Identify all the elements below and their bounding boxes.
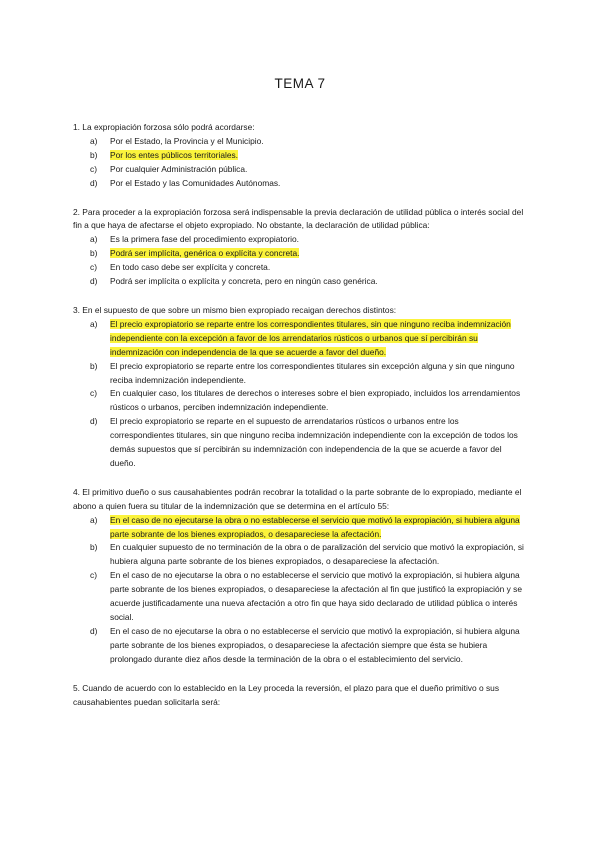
answer-option [73,261,525,275]
option-letter: c) [90,570,97,581]
option-letter: b) [90,360,98,371]
answer-option [73,360,525,388]
option-text: Es la primera fase del procedimiento expropiatorio. [110,234,299,245]
option-letter: b) [90,248,98,259]
answer-option [73,275,525,289]
answer-option [73,541,525,569]
answer-option [73,387,525,415]
question-block [73,682,525,710]
option-letter: a) [90,234,98,245]
option-text: Por el Estado y las Comunidades Autónomas. [110,177,281,188]
answer-option [73,149,525,163]
answer-option [73,233,525,247]
option-letter: d) [90,625,98,636]
highlighted-answer-text: El precio expropiatorio se reparte entre los correspondientes titulares, sin que ninguno reciba indemnización independiente con la excepción a favor de los arrendatarios rústicos o urbanos que sí percibirán su indemnización con independencia de la que se acuerde a favor del dueño. [110,318,511,357]
option-letter: c) [90,163,97,174]
option-letter: c) [90,388,97,399]
option-letter: d) [90,416,98,427]
answer-option [73,569,525,625]
question-block [73,206,525,289]
answer-option [73,415,525,471]
highlighted-answer-text: Podrá ser implícita, genérica o explícita y concreta. [110,248,300,259]
option-text: En el caso de no ejecutarse la obra o no establecerse el servicio que motivó la expropiación, si hubiera alguna parte sobrante de los bienes expropiados, o desapareciese la afectación siempre que ésta se hubiera prolongado durante diez años desde la terminación de la obra o el establecimiento del servicio. [110,625,520,664]
question-block [73,486,525,667]
question-block [73,121,525,191]
option-text: Por el Estado, la Provincia y el Municipio. [110,135,264,146]
option-text: El precio expropiatorio se reparte entre los correspondientes titulares sin excepción alguna y sin que ninguno reciba indemnización independiente. [110,360,515,385]
question-text: 3. En el supuesto de que sobre un mismo bien expropiado recaigan derechos distintos: [73,304,397,315]
answer-option [73,514,525,542]
option-letter: d) [90,276,98,287]
option-letter: a) [90,135,98,146]
question-text: 5. Cuando de acuerdo con lo establecido en la Ley proceda la reversión, el plazo para que el dueño primitivo o sus causahabientes puedan solicitarla será: [73,682,500,707]
option-letter: a) [90,514,98,525]
answer-option [73,247,525,261]
option-letter: b) [90,542,98,553]
question-text: 2. Para proceder a la expropiación forzosa será indispensable la previa declaración de utilidad pública o interés social del fin a que haya de afectarse el objeto expropiado. No obstante, la declaración de utilidad pública: [73,206,524,231]
option-text: En cualquier caso, los titulares de derechos o intereses sobre el bien expropiado, incluidos los arrendamientos rústicos o urbanos, perciben indemnización independiente. [110,388,521,413]
option-text: Por cualquier Administración pública. [110,163,248,174]
highlighted-answer-text: En el caso de no ejecutarse la obra o no establecerse el servicio que motivó la expropiación, si hubiera alguna parte sobrante de los bienes expropiados, o desapareciese la afectación. [110,514,520,539]
question-text: 4. El primitivo dueño o sus causahabientes podrán recobrar la totalidad o la parte sobrante de lo expropiado, mediante el abono a quien fuera su titular de la indemnización que se determina en el artículo 55: [73,486,522,511]
option-letter: a) [90,318,98,329]
answer-option [73,163,525,177]
option-text: En todo caso debe ser explícita y concreta. [110,262,271,273]
option-text: En el caso de no ejecutarse la obra o no establecerse el servicio que motivó la expropiación, si hubiera alguna parte sobrante de los bienes expropiados, o desapareciese la afectación al fin que justificó la expropiación y se acuerde justificadamente una nueva afectación a otro fin que haya sido declarado de utilidad pública o interés social. [110,570,523,622]
answer-option [73,318,525,360]
option-letter: b) [90,149,98,160]
answer-option [73,177,525,191]
option-letter: d) [90,177,98,188]
question-block [73,304,525,471]
highlighted-answer-text: Por los entes públicos territoriales. [110,149,239,160]
option-text: Podrá ser implícita o explícita y concreta, pero en ningún caso genérica. [110,276,378,287]
option-letter: c) [90,262,97,273]
answer-option [73,625,525,667]
option-text: El precio expropiatorio se reparte en el supuesto de arrendatarios rústicos o urbanos entre los correspondientes titulares, sin que ninguno reciba indemnización independiente con la excepción de todos los demás supuestos que sí percibirán su indemnización con independencia de la que se acuerde a favor del dueño. [110,416,518,468]
question-text: 1. La expropiación forzosa sólo podrá acordarse: [73,122,255,132]
question-list [73,121,525,724]
page-title: TEMA 7 [274,76,326,91]
answer-option [73,135,525,149]
option-text: En cualquier supuesto de no terminación de la obra o de paralización del servicio que motivó la expropiación, si hubiera alguna parte sobrante de los bienes expropiados, o desapareciese la afectación. [110,542,524,567]
